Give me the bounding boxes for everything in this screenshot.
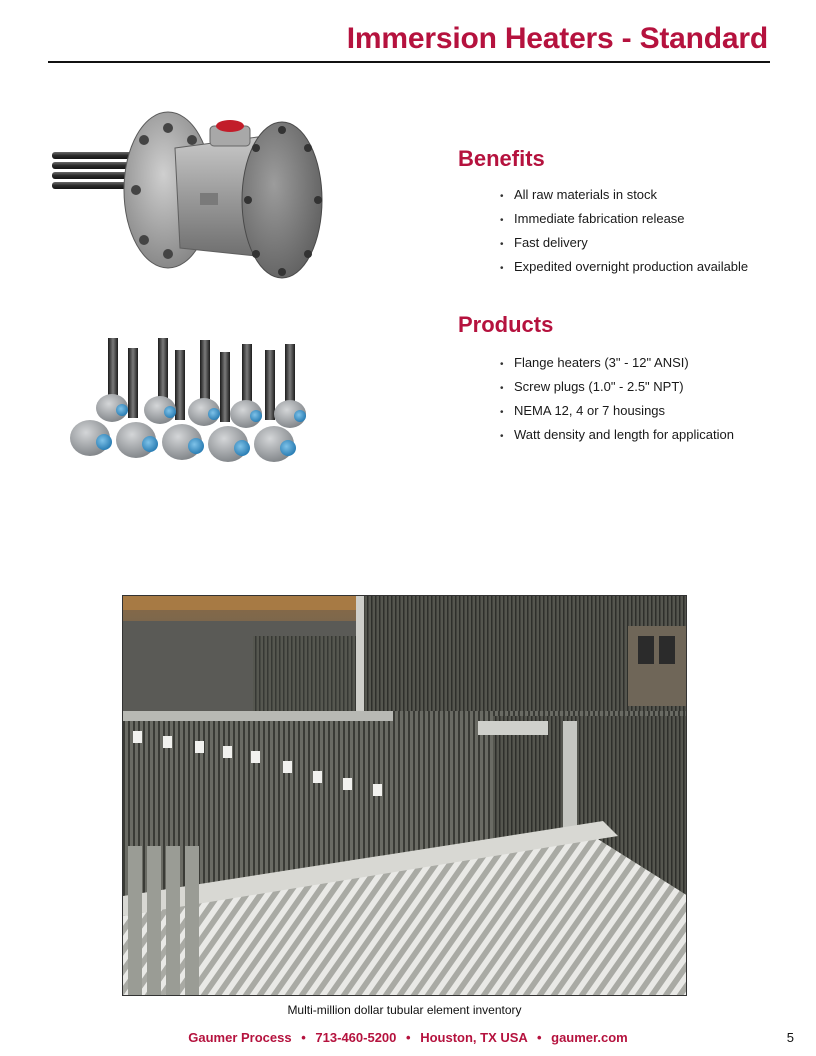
footer-website[interactable]: gaumer.com — [551, 1030, 628, 1045]
benefits-list — [500, 187, 748, 283]
bullet-dot-icon: • — [500, 407, 504, 418]
footer-separator: • — [301, 1030, 306, 1045]
title-divider — [48, 61, 770, 63]
list-item: • Watt density and length for application — [500, 427, 734, 451]
list-item: • Flange heaters (3" - 12" ANSI) — [500, 355, 734, 379]
bullet-dot-icon: • — [500, 431, 504, 442]
inventory-photo — [122, 595, 687, 996]
footer-location: Houston, TX USA — [420, 1030, 528, 1045]
bullet-dot-icon: • — [500, 215, 504, 226]
bullet-dot-icon: • — [500, 263, 504, 274]
products-list — [500, 355, 734, 451]
bullet-dot-icon: • — [500, 359, 504, 370]
footer-separator: • — [536, 1030, 542, 1045]
benefits-heading: Benefits — [458, 146, 545, 171]
page-number: 5 — [786, 1030, 794, 1045]
footer-separator: • — [406, 1030, 411, 1045]
page-title: Immersion Heaters - Standard — [346, 22, 768, 55]
photo-caption: Multi-million dollar tubular element inventory — [287, 1003, 522, 1017]
products-heading: Products — [458, 312, 554, 337]
footer-company: Gaumer Process — [188, 1030, 292, 1045]
bullet-dot-icon: • — [500, 239, 504, 250]
list-item: • All raw materials in stock — [500, 187, 748, 211]
list-item: • Screw plugs (1.0" - 2.5" NPT) — [500, 379, 734, 403]
list-item: • Immediate fabrication release — [500, 211, 748, 235]
inventory-illustration — [123, 596, 687, 996]
list-item: • NEMA 12, 4 or 7 housings — [500, 403, 734, 427]
bullet-dot-icon: • — [500, 191, 504, 202]
footer-contact — [0, 1030, 816, 1045]
list-item: • Expedited overnight production available — [500, 259, 748, 283]
screw-plug-heaters-image — [60, 330, 330, 475]
list-item: • Fast delivery — [500, 235, 748, 259]
footer-phone: 713-460-5200 — [315, 1030, 397, 1045]
bullet-dot-icon: • — [500, 383, 504, 394]
flange-heater-image — [50, 108, 330, 288]
